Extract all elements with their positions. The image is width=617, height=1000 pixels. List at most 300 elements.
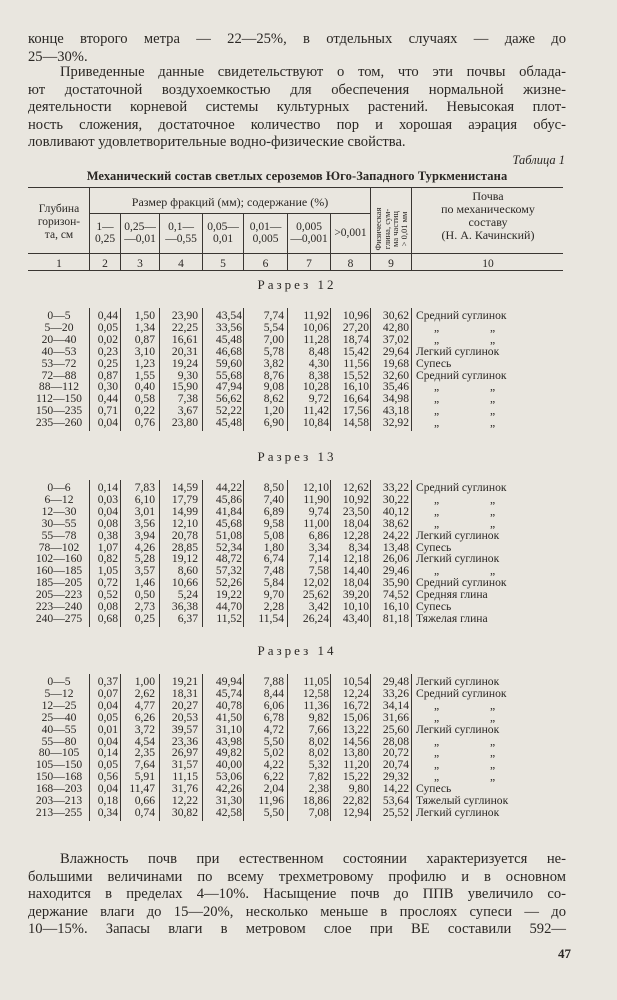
table-label: Таблица 1 [512, 153, 565, 167]
value-cell: 22,25 [171, 320, 198, 334]
value-cell: 14,58 [342, 416, 369, 430]
soil-cell: „ „ [434, 332, 496, 346]
value-cell: 12,10 [302, 481, 329, 494]
value-cell: 47,94 [215, 380, 242, 394]
value-cell: 5,50 [263, 734, 284, 748]
value-cell: 0,52 [97, 588, 118, 602]
value-cell: 8,38 [308, 368, 329, 382]
col-number: 2 [102, 258, 108, 270]
value-cell: 16,10 [382, 600, 409, 613]
value-cell: 12,58 [302, 686, 329, 700]
value-cell: 2,35 [134, 746, 155, 760]
header-text: 0,25 [94, 233, 116, 245]
value-cell: 15,52 [342, 368, 369, 382]
soil-cell: Супесь [416, 356, 452, 370]
value-cell: 0,76 [134, 416, 155, 430]
value-cell: 30,22 [382, 492, 409, 506]
value-cell: 5,50 [263, 805, 284, 819]
value-cell: 10,66 [171, 576, 198, 590]
value-cell: 9,70 [263, 588, 284, 602]
value-cell: 4,26 [134, 540, 155, 554]
value-cell: 29,48 [382, 675, 409, 688]
value-cell: 11,54 [258, 611, 284, 625]
value-cell: 0,68 [97, 611, 118, 625]
soil-cell: Средний суглинок [416, 576, 507, 590]
value-cell: 52,26 [215, 576, 242, 590]
soil-cell: Легкий суглинок [416, 344, 500, 358]
soil-cell: „ „ [434, 770, 496, 784]
soil-cell: „ „ [434, 516, 496, 530]
intro-paragraph-1 [28, 31, 566, 66]
header-text: —0,01 [124, 233, 156, 245]
depth-cell: 168—203 [35, 782, 83, 796]
value-cell: 0,44 [97, 392, 118, 406]
value-cell: 26,97 [171, 746, 198, 760]
value-cell: 23,50 [342, 504, 369, 518]
value-cell: 12,22 [171, 794, 198, 807]
value-cell: 12,94 [342, 805, 369, 819]
value-cell: 0,22 [134, 404, 155, 418]
value-cell: 10,06 [302, 320, 329, 334]
col-number: 9 [388, 258, 394, 270]
depth-cell: 205—223 [35, 588, 83, 602]
value-cell: 11,90 [303, 492, 329, 506]
header-text: горизон- [37, 216, 81, 228]
value-cell: 17,56 [342, 404, 369, 418]
col-number: 1 [56, 258, 62, 270]
value-cell: 15,42 [342, 344, 369, 358]
value-cell: 13,22 [342, 722, 369, 736]
value-cell: 8,62 [263, 392, 284, 406]
header-text: >0,001 [334, 227, 367, 239]
header-physical-clay [371, 190, 411, 252]
value-cell: 3,01 [134, 504, 155, 518]
value-cell: 29,32 [382, 770, 409, 784]
value-cell: 22,82 [342, 794, 369, 807]
depth-cell: 40—55 [41, 722, 77, 736]
header-depth [28, 203, 90, 242]
value-cell: 4,72 [263, 722, 284, 736]
header-text: —0,55 [165, 233, 197, 245]
value-cell: 7,88 [263, 675, 284, 688]
value-cell: 7,00 [263, 332, 284, 346]
soil-cell: „ „ [434, 416, 496, 430]
value-cell: 7,74 [263, 309, 284, 322]
value-cell: 33,26 [382, 686, 409, 700]
value-cell: 7,08 [308, 805, 329, 819]
value-cell: 0,44 [97, 309, 118, 322]
value-cell: 44,70 [215, 600, 242, 613]
value-cell: 57,32 [215, 564, 242, 578]
value-cell: 9,80 [348, 782, 369, 796]
value-cell: 1,07 [97, 540, 118, 554]
value-cell: 25,52 [382, 805, 409, 819]
soil-cell: „ „ [434, 758, 496, 772]
value-cell: 11,15 [172, 770, 198, 784]
value-cell: 5,08 [263, 528, 284, 542]
value-cell: 7,82 [308, 770, 329, 784]
value-cell: 7,14 [308, 552, 329, 566]
value-cell: 0,04 [97, 504, 118, 518]
value-cell: 1,20 [263, 404, 284, 418]
value-cell: 16,10 [342, 380, 369, 394]
header-text: > 0,01 мм [398, 211, 409, 247]
value-cell: 0,04 [97, 734, 118, 748]
header-text: 1— [96, 221, 114, 233]
value-cell: 20,27 [171, 698, 198, 712]
header-col-8 [331, 227, 370, 239]
value-cell: 12,24 [342, 686, 369, 700]
value-cell: 7,58 [308, 564, 329, 578]
soil-cell: „ „ [434, 710, 496, 724]
table-row [28, 613, 568, 625]
soil-cell: Супесь [416, 782, 452, 796]
value-cell: 0,02 [97, 332, 118, 346]
value-cell: 6,06 [263, 698, 284, 712]
value-cell: 0,25 [134, 611, 155, 625]
col-number: 5 [220, 258, 226, 270]
header-rule [28, 253, 563, 254]
value-cell: 0,38 [97, 528, 118, 542]
value-cell: 10,84 [302, 416, 329, 430]
text-line: держание влаги до 15—20%, несколько меньше в прослоях супеси — до [28, 903, 566, 920]
value-cell: 1,05 [97, 564, 118, 578]
header-text: ма частиц [390, 211, 400, 247]
value-cell: 10,28 [302, 380, 329, 394]
header-text: 0,005 [296, 221, 322, 233]
value-cell: 0,23 [97, 344, 118, 358]
value-cell: 0,08 [97, 516, 118, 530]
value-cell: 6,89 [263, 504, 284, 518]
header-text: глина, сум- [381, 208, 392, 250]
value-cell: 0,04 [97, 782, 118, 796]
value-cell: 4,54 [134, 734, 155, 748]
value-cell: 30,82 [171, 805, 198, 819]
value-cell: 10,54 [342, 675, 369, 688]
value-cell: 15,90 [171, 380, 198, 394]
depth-cell: 5—12 [44, 686, 74, 700]
page-number: 47 [558, 946, 571, 961]
value-cell: 30,62 [382, 309, 409, 322]
depth-cell: 6—12 [44, 492, 74, 506]
soil-cell: „ „ [434, 734, 496, 748]
value-cell: 0,07 [97, 686, 118, 700]
value-cell: 20,53 [171, 710, 198, 724]
value-cell: 43,18 [382, 404, 409, 418]
value-cell: 43,54 [215, 309, 242, 322]
value-cell: 8,34 [348, 540, 369, 554]
value-cell: 3,42 [308, 600, 329, 613]
value-cell: 14,22 [382, 782, 409, 796]
header-text: —0,001 [290, 233, 328, 245]
soil-cell: „ „ [434, 404, 496, 418]
value-cell: 10,10 [342, 600, 369, 613]
value-cell: 45,74 [215, 686, 242, 700]
value-cell: 19,12 [171, 552, 198, 566]
value-cell: 14,56 [342, 734, 369, 748]
depth-cell: 20—40 [41, 332, 77, 346]
text-line: большими величинами по всему трехметровому профилю и в основном [28, 868, 566, 885]
header-text: та, см [44, 229, 74, 241]
value-cell: 3,94 [134, 528, 155, 542]
depth-cell: 0—5 [47, 675, 71, 688]
value-cell: 8,48 [308, 344, 329, 358]
value-cell: 11,92 [303, 309, 329, 322]
value-cell: 0,37 [97, 675, 118, 688]
depth-cell: 150—168 [35, 770, 83, 784]
value-cell: 16,72 [342, 698, 369, 712]
value-cell: 23,36 [171, 734, 198, 748]
depth-cell: 112—150 [36, 392, 82, 406]
depth-cell: 40—53 [41, 344, 77, 358]
header-text: 0,1— [168, 221, 194, 233]
value-cell: 46,68 [215, 344, 242, 358]
value-cell: 28,85 [171, 540, 198, 554]
value-cell: 4,22 [263, 758, 284, 772]
value-cell: 5,28 [134, 552, 155, 566]
depth-cell: 12—30 [41, 504, 77, 518]
value-cell: 3,56 [134, 516, 155, 530]
outro-paragraph [28, 851, 566, 939]
value-cell: 9,72 [308, 392, 329, 406]
value-cell: 37,02 [382, 332, 409, 346]
depth-cell: 105—150 [35, 758, 83, 772]
value-cell: 15,22 [342, 770, 369, 784]
value-cell: 31,66 [382, 710, 409, 724]
depth-cell: 240—275 [35, 611, 83, 625]
header-col-2 [90, 221, 120, 245]
value-cell: 24,22 [382, 528, 409, 542]
header-text: Почва [472, 189, 504, 203]
value-cell: 12,02 [302, 576, 329, 590]
value-cell: 0,30 [97, 380, 118, 394]
header-text: 0,01 [212, 233, 234, 245]
value-cell: 20,31 [171, 344, 198, 358]
value-cell: 1,50 [134, 309, 155, 322]
soil-cell: Средний суглинок [416, 481, 507, 494]
value-cell: 45,48 [215, 332, 242, 346]
depth-cell: 223—240 [35, 600, 83, 613]
value-cell: 53,64 [382, 794, 409, 807]
value-cell: 20,74 [382, 758, 409, 772]
value-cell: 31,30 [215, 794, 242, 807]
table-top-rule [28, 187, 563, 188]
value-cell: 45,48 [215, 416, 242, 430]
value-cell: 42,58 [215, 805, 242, 819]
value-cell: 11,56 [343, 356, 369, 370]
value-cell: 8,60 [177, 564, 198, 578]
value-cell: 9,82 [308, 710, 329, 724]
value-cell: 2,28 [263, 600, 284, 613]
value-cell: 18,04 [342, 576, 369, 590]
value-cell: 20,78 [171, 528, 198, 542]
value-cell: 15,06 [342, 710, 369, 724]
value-cell: 11,47 [129, 782, 155, 796]
value-cell: 35,46 [382, 380, 409, 394]
col-number: 3 [137, 258, 143, 270]
soil-cell: Средний суглинок [416, 309, 507, 322]
value-cell: 5,02 [263, 746, 284, 760]
value-cell: 12,10 [171, 516, 198, 530]
value-cell: 19,22 [215, 588, 242, 602]
text-line: Приведенные данные свидетельствуют о том, что эти почвы облада- [60, 64, 566, 80]
text-line: находится в пределах 4—10%. Насыщение почв до ППВ увеличило со- [28, 886, 566, 902]
value-cell: 9,74 [308, 504, 329, 518]
table-row [28, 530, 568, 542]
value-cell: 0,72 [97, 576, 118, 590]
value-cell: 8,44 [263, 686, 284, 700]
value-cell: 19,21 [171, 675, 198, 688]
value-cell: 12,62 [342, 481, 369, 494]
text-line: деятельности корневой системы культурных растений. Невысокая плот- [28, 99, 566, 115]
value-cell: 34,14 [382, 698, 409, 712]
col-number: 10 [482, 258, 494, 270]
value-cell: 33,56 [215, 320, 242, 334]
value-cell: 17,79 [171, 492, 198, 506]
value-cell: 5,84 [263, 576, 284, 590]
soil-cell: „ „ [434, 320, 496, 334]
value-cell: 14,99 [171, 504, 198, 518]
depth-cell: 185—205 [35, 576, 83, 590]
value-cell: 31,57 [171, 758, 198, 772]
soil-cell: Легкий суглинок [416, 552, 500, 566]
soil-cell: Средний суглинок [416, 686, 507, 700]
value-cell: 18,74 [342, 332, 369, 346]
value-cell: 55,68 [215, 368, 242, 382]
value-cell: 0,08 [97, 600, 118, 613]
table-row [28, 334, 568, 346]
value-cell: 0,87 [97, 368, 118, 382]
header-text: 0,005 [252, 233, 279, 245]
value-cell: 28,08 [382, 734, 409, 748]
value-cell: 42,26 [215, 782, 242, 796]
value-cell: 3,10 [134, 344, 155, 358]
value-cell: 2,62 [134, 686, 155, 700]
soil-cell: „ „ [434, 492, 496, 506]
value-cell: 36,38 [171, 600, 198, 613]
value-cell: 52,22 [215, 404, 242, 418]
value-cell: 25,62 [302, 588, 329, 602]
value-cell: 38,62 [382, 516, 409, 530]
soil-cell: „ „ [434, 564, 496, 578]
value-cell: 0,05 [97, 758, 118, 772]
depth-cell: 78—102 [38, 540, 80, 554]
value-cell: 51,08 [215, 528, 242, 542]
value-cell: 12,28 [342, 528, 369, 542]
value-cell: 11,52 [216, 611, 242, 625]
value-cell: 27,20 [342, 320, 369, 334]
value-cell: 7,40 [263, 492, 284, 506]
value-cell: 44,22 [215, 481, 242, 494]
table-row [28, 807, 568, 819]
value-cell: 14,40 [342, 564, 369, 578]
value-cell: 6,37 [177, 611, 198, 625]
value-cell: 0,82 [97, 552, 118, 566]
value-cell: 11,00 [303, 516, 329, 530]
soil-cell: Легкий суглинок [416, 675, 500, 688]
value-cell: 18,31 [171, 686, 198, 700]
value-cell: 6,10 [134, 492, 155, 506]
value-cell: 43,40 [342, 611, 369, 625]
header-fractions: Размер фракций (мм); содержание (%) [131, 195, 329, 209]
value-cell: 16,61 [171, 332, 198, 346]
value-cell: 0,04 [97, 416, 118, 430]
value-cell: 7,48 [263, 564, 284, 578]
value-cell: 3,82 [263, 356, 284, 370]
value-cell: 26,06 [382, 552, 409, 566]
value-cell: 0,50 [134, 588, 155, 602]
value-cell: 1,46 [134, 576, 155, 590]
value-cell: 8,76 [263, 368, 284, 382]
table-row [28, 506, 568, 518]
value-cell: 10,92 [342, 492, 369, 506]
value-cell: 4,30 [308, 356, 329, 370]
value-cell: 20,72 [382, 746, 409, 760]
soil-cell: „ „ [434, 380, 496, 394]
text-line: ют достаточной воздухоемкостью для обеспечения нормальной жизне- [28, 81, 566, 98]
value-cell: 1,00 [134, 675, 155, 688]
value-cell: 39,20 [342, 588, 369, 602]
value-cell: 0,58 [134, 392, 155, 406]
soil-cell: „ „ [434, 698, 496, 712]
value-cell: 0,18 [97, 794, 118, 807]
soil-cell: Супесь [416, 600, 452, 613]
depth-cell: 53—72 [41, 356, 77, 370]
value-cell: 6,78 [263, 710, 284, 724]
value-cell: 18,04 [342, 516, 369, 530]
depth-cell: 12—25 [41, 698, 77, 712]
soil-cell: Легкий суглинок [416, 722, 500, 736]
soil-cell: „ „ [434, 392, 496, 406]
value-cell: 13,48 [382, 540, 409, 554]
value-cell: 3,57 [134, 564, 155, 578]
soil-cell: Легкий суглинок [416, 805, 500, 819]
depth-cell: 25—40 [41, 710, 77, 724]
text-line: 25—30%. [28, 48, 88, 65]
value-cell: 23,90 [171, 309, 198, 322]
value-cell: 52,34 [215, 540, 242, 554]
section-title: Разрез 12 [257, 277, 337, 292]
value-cell: 81,18 [382, 611, 409, 625]
header-text: Физическая [373, 207, 383, 251]
value-cell: 40,12 [382, 504, 409, 518]
value-cell: 0,74 [134, 805, 155, 819]
value-cell: 8,02 [308, 746, 329, 760]
value-cell: 43,98 [215, 734, 242, 748]
soil-cell: Средний суглинок [416, 368, 507, 382]
value-cell: 45,68 [215, 516, 242, 530]
value-cell: 45,86 [215, 492, 242, 506]
value-cell: 0,25 [97, 356, 118, 370]
value-cell: 29,46 [382, 564, 409, 578]
value-cell: 9,08 [263, 380, 284, 394]
value-cell: 26,24 [302, 611, 329, 625]
header-text: 0,05— [207, 221, 239, 233]
value-cell: 19,68 [382, 356, 409, 370]
value-cell: 16,64 [342, 392, 369, 406]
table-row [28, 417, 568, 429]
value-cell: 42,80 [382, 320, 409, 334]
value-cell: 11,05 [303, 675, 329, 688]
value-cell: 7,38 [177, 392, 198, 406]
value-cell: 1,80 [263, 540, 284, 554]
header-col-6 [244, 221, 287, 245]
header-col-3 [121, 221, 159, 245]
header-text: (Н. А. Качинский) [441, 228, 535, 242]
value-cell: 11,96 [258, 794, 284, 807]
table-title: Механический состав светлых сероземов Юго-Западного Туркменистана [86, 169, 508, 183]
table-row [28, 346, 568, 358]
